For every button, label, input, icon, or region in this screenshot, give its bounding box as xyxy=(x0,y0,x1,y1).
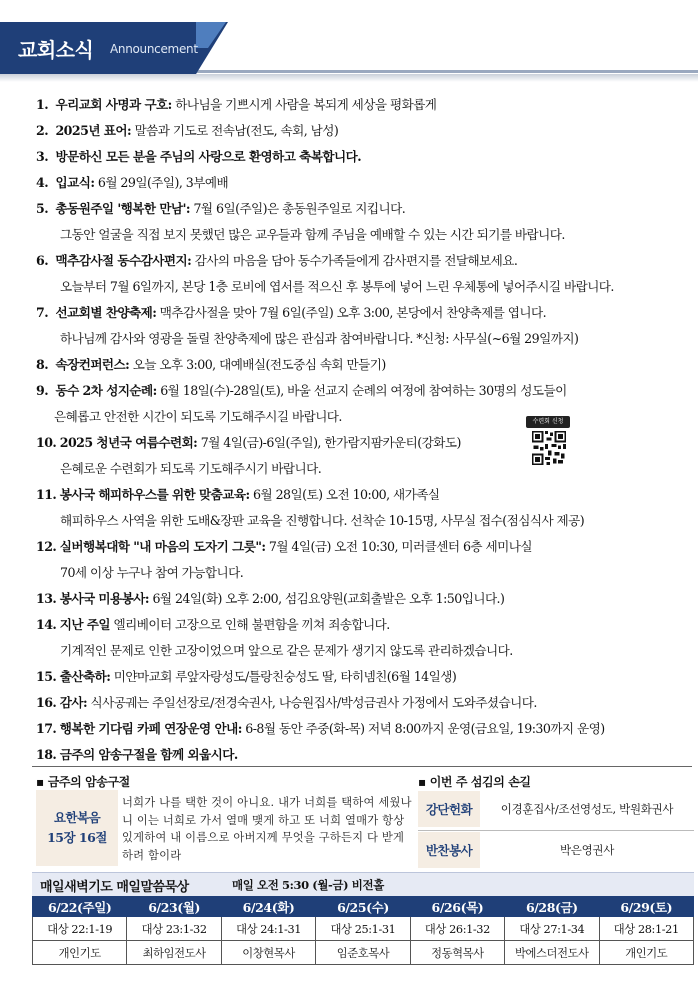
announcement-item xyxy=(36,482,686,508)
announcement-text: 감사의 마음을 담아 동수가족들에게 감사편지를 전달해보세요. xyxy=(191,253,518,268)
schedule-leader: 개인기도 xyxy=(33,941,127,965)
schedule-passage: 대상 23:1-32 xyxy=(127,917,221,941)
announcement-text: 7월 4일(금) 오전 10:30, 미러클센터 6층 세미나실 xyxy=(265,539,532,554)
announcement-number: 10. xyxy=(36,435,57,450)
announcement-text: 6월 29일(주일), 3부예배 xyxy=(94,175,229,190)
announcement-number: 4. xyxy=(36,175,49,190)
care-section-title: ▪ 이번 주 섬김의 손길 xyxy=(418,775,531,789)
prayer-schedule-table xyxy=(32,896,694,965)
announcement-text: 6월 28일(토) 오전 10:00, 새가족실 xyxy=(249,487,440,502)
announcement-item xyxy=(36,196,686,222)
announcement-continuation: 70세 이상 누구나 참여 가능합니다. xyxy=(60,565,244,580)
schedule-day: 6/28(금) xyxy=(505,897,599,917)
schedule-leader: 최하임전도사 xyxy=(127,941,221,965)
verse-reference: 요한복음 15장 16절 xyxy=(36,790,118,866)
schedule-leaders-row xyxy=(33,941,694,965)
announcement-text: 엘리베이터 고장으로 인해 불편함을 끼쳐 죄송합니다. xyxy=(110,617,390,632)
announcement-item xyxy=(36,170,686,196)
schedule-day: 6/22(주일) xyxy=(33,897,127,917)
announcement-heading: 행복한 기다림 카페 연장운영 안내: xyxy=(59,721,242,736)
announcement-text: 미얀마교회 루앞자랑성도/틀랑친숭성도 딸, 타히넴친(6월 14일생) xyxy=(110,669,457,684)
announcement-number: 3. xyxy=(36,149,49,164)
schedule-passage: 대상 25:1-31 xyxy=(316,917,410,941)
schedule-day: 6/23(월) xyxy=(127,897,221,917)
announcement-number: 8. xyxy=(36,357,49,372)
announcement-number: 15. xyxy=(36,669,57,684)
prayer-time: 매일 오전 5:30 (월-금) 비전홀 xyxy=(232,878,384,892)
announcement-heading: 선교회별 찬양축제: xyxy=(55,305,157,320)
announcement-continuation: 해피하우스 사역을 위한 도배&장판 교육을 진행합니다. 선착순 10-15명, 사무실 접수(점심식사 제공) xyxy=(60,513,585,528)
announcement-number: 7. xyxy=(36,305,49,320)
announcement-heading: 출산축하: xyxy=(59,669,111,684)
announcement-number: 17. xyxy=(36,721,57,736)
section-divider xyxy=(32,766,692,767)
schedule-leader: 정동혁목사 xyxy=(410,941,504,965)
announcement-text: 6월 18일(수)-28일(토), 바울 선교지 순례의 여정에 참여하는 30명의 성도들이 xyxy=(156,383,567,398)
announcement-heading: 감사: xyxy=(59,695,88,710)
announcement-item xyxy=(36,300,686,326)
announcement-continuation: 은혜로운 수련회가 되도록 기도해주시기 바랍니다. xyxy=(60,461,322,476)
announcement-number: 16. xyxy=(36,695,57,710)
care-table xyxy=(418,790,694,868)
memory-section-title: ▪ 금주의 암송구절 xyxy=(36,775,130,789)
announcement-heading: 실버행복대학 "내 마음의 도자기 그릇": xyxy=(59,539,266,554)
announcement-item xyxy=(36,586,686,612)
announcement-list xyxy=(36,92,686,768)
announcement-number: 6. xyxy=(36,253,49,268)
announcement-text: 말씀과 기도로 전속남(전도, 속회, 남성) xyxy=(131,123,339,138)
announcement-continuation: 기계적인 문제로 인한 고장이었으며 앞으로 같은 문제가 생기지 않도록 관리하겠습니다. xyxy=(60,643,513,658)
memory-verse: 너희가 나를 택한 것이 아니요. 내가 너희를 택하여 세웠나니 이는 너희로 가서 열매 맺게 하고 또 너희 열매가 항상 있게하여 내 이름으로 아버지께 무엇을 구하든지 다 받게 하려 함이라 xyxy=(122,796,412,862)
announcement-number: 9. xyxy=(36,383,49,398)
announcement-number: 5. xyxy=(36,201,49,216)
schedule-passages-row xyxy=(33,917,694,941)
announcement-number: 14. xyxy=(36,617,57,632)
announcement-item xyxy=(36,534,686,560)
announcement-heading: 금주의 암송구절을 함께 외웁시다. xyxy=(59,747,238,762)
schedule-passage: 대상 22:1-19 xyxy=(33,917,127,941)
announcement-text: 7월 6일(주일)은 총동원주일로 지킵니다. xyxy=(190,201,406,216)
page-title: 교회소식 xyxy=(18,38,94,62)
announcement-heading: 2025 청년국 여름수련회: xyxy=(59,435,198,450)
announcement-heading: 맥추감사절 동수감사편지: xyxy=(55,253,192,268)
announcement-heading: 봉사국 미용봉사: xyxy=(59,591,149,606)
announcement-item xyxy=(36,378,686,404)
announcement-item xyxy=(36,92,686,118)
schedule-day: 6/26(목) xyxy=(410,897,504,917)
announcement-text: 하나님을 기쁘시게 사람을 복되게 세상을 평화롭게 xyxy=(171,97,437,112)
announcement-text: 6월 24일(화) 오후 2:00, 섬김요양원(교회출발은 오후 1:50입니다.) xyxy=(148,591,505,606)
announcement-heading: 지난 주일 xyxy=(59,617,111,632)
prayer-title: 매일새벽기도 매일말씀묵상 xyxy=(40,880,189,895)
announcement-number: 2. xyxy=(36,123,49,138)
qr-block xyxy=(526,416,570,470)
qr-label: 수련회 신청 xyxy=(526,416,570,428)
announcement-item xyxy=(36,664,686,690)
announcement-continuation: 은혜롭고 안전한 시간이 되도록 기도해주시길 바랍니다. xyxy=(54,409,342,424)
announcement-text: 식사공궤는 주일선장로/전경숙권사, 나승원집사/박성금권사 가정에서 도와주셨습니다. xyxy=(87,695,537,710)
schedule-leader: 임준호목사 xyxy=(316,941,410,965)
header-shadow xyxy=(0,74,698,82)
qr-code-icon[interactable] xyxy=(532,431,566,465)
schedule-day: 6/25(수) xyxy=(316,897,410,917)
schedule-passage: 대상 27:1-34 xyxy=(505,917,599,941)
announcement-item xyxy=(36,118,686,144)
announcement-item xyxy=(36,430,686,456)
announcement-heading: 방문하신 모든 분을 주님의 사랑으로 환영하고 축복합니다. xyxy=(55,149,362,164)
care-row-altar: 강단헌화 이경훈집사/조선영성도, 박원화권사 xyxy=(418,790,694,828)
announcement-item xyxy=(36,716,686,742)
announcement-item xyxy=(36,742,686,768)
schedule-leader: 이창현목사 xyxy=(221,941,315,965)
schedule-day: 6/24(화) xyxy=(221,897,315,917)
announcement-continuation: 오늘부터 7월 6일까지, 본당 1층 로비에 엽서를 적으신 후 봉투에 넣어 느린 우체통에 넣어주시길 바랍니다. xyxy=(60,279,614,294)
announcement-item xyxy=(36,612,686,638)
announcement-heading: 총동원주일 '행복한 만남': xyxy=(55,201,191,216)
announcement-text: 7월 4일(금)-6일(주일), 한가람지팜카운티(강화도) xyxy=(197,435,461,450)
schedule-days-row xyxy=(33,897,694,917)
announcement-number: 11. xyxy=(36,487,57,502)
announcement-continuation: 하나님께 감사와 영광을 돌릴 찬양축제에 많은 관심과 참여바랍니다. *신청: 사무실(~6월 29일까지) xyxy=(60,331,579,346)
announcement-item xyxy=(36,248,686,274)
announcement-heading: 속장컨퍼런스: xyxy=(55,357,130,372)
schedule-passage: 대상 28:1-21 xyxy=(599,917,693,941)
announcement-item xyxy=(36,352,686,378)
announcement-heading: 입교식: xyxy=(55,175,95,190)
announcement-number: 13. xyxy=(36,591,57,606)
section-header xyxy=(0,22,698,74)
announcement-text: 맥추감사절을 맞아 7월 6일(주일) 오후 3:00, 본당에서 찬양축제를 엽니다. xyxy=(156,305,547,320)
schedule-passage: 대상 24:1-31 xyxy=(221,917,315,941)
care-row-side-dish: 반찬봉사 박은영권사 xyxy=(418,830,694,868)
schedule-day: 6/29(토) xyxy=(599,897,693,917)
header-rule xyxy=(190,70,698,73)
announcement-continuation: 그동안 얼굴을 직접 보지 못했던 많은 교우들과 함께 주님을 예배할 수 있는 시간 되기를 바랍니다. xyxy=(60,227,565,242)
announcement-heading: 2025년 표어: xyxy=(55,123,132,138)
announcement-heading: 동수 2차 성지순례: xyxy=(55,383,157,398)
announcement-heading: 우리교회 사명과 구호: xyxy=(55,97,172,112)
schedule-leader: 개인기도 xyxy=(599,941,693,965)
announcement-text: 오늘 오후 3:00, 대예배실(전도중심 속회 만들기) xyxy=(129,357,386,372)
schedule-leader: 박에스더전도사 xyxy=(505,941,599,965)
announcement-item xyxy=(36,690,686,716)
page-subtitle: Announcement xyxy=(110,42,198,56)
announcement-number: 12. xyxy=(36,539,57,554)
prayer-header xyxy=(32,872,694,896)
schedule-passage: 대상 26:1-32 xyxy=(410,917,504,941)
announcement-number: 18. xyxy=(36,747,57,762)
announcement-item xyxy=(36,144,686,170)
announcement-heading: 봉사국 해피하우스를 위한 맞춤교육: xyxy=(59,487,250,502)
announcement-number: 1. xyxy=(36,97,49,112)
announcement-text: 6-8월 동안 주중(화-목) 저녁 8:00까지 운영(금요일, 19:30까지 운영) xyxy=(241,721,605,736)
